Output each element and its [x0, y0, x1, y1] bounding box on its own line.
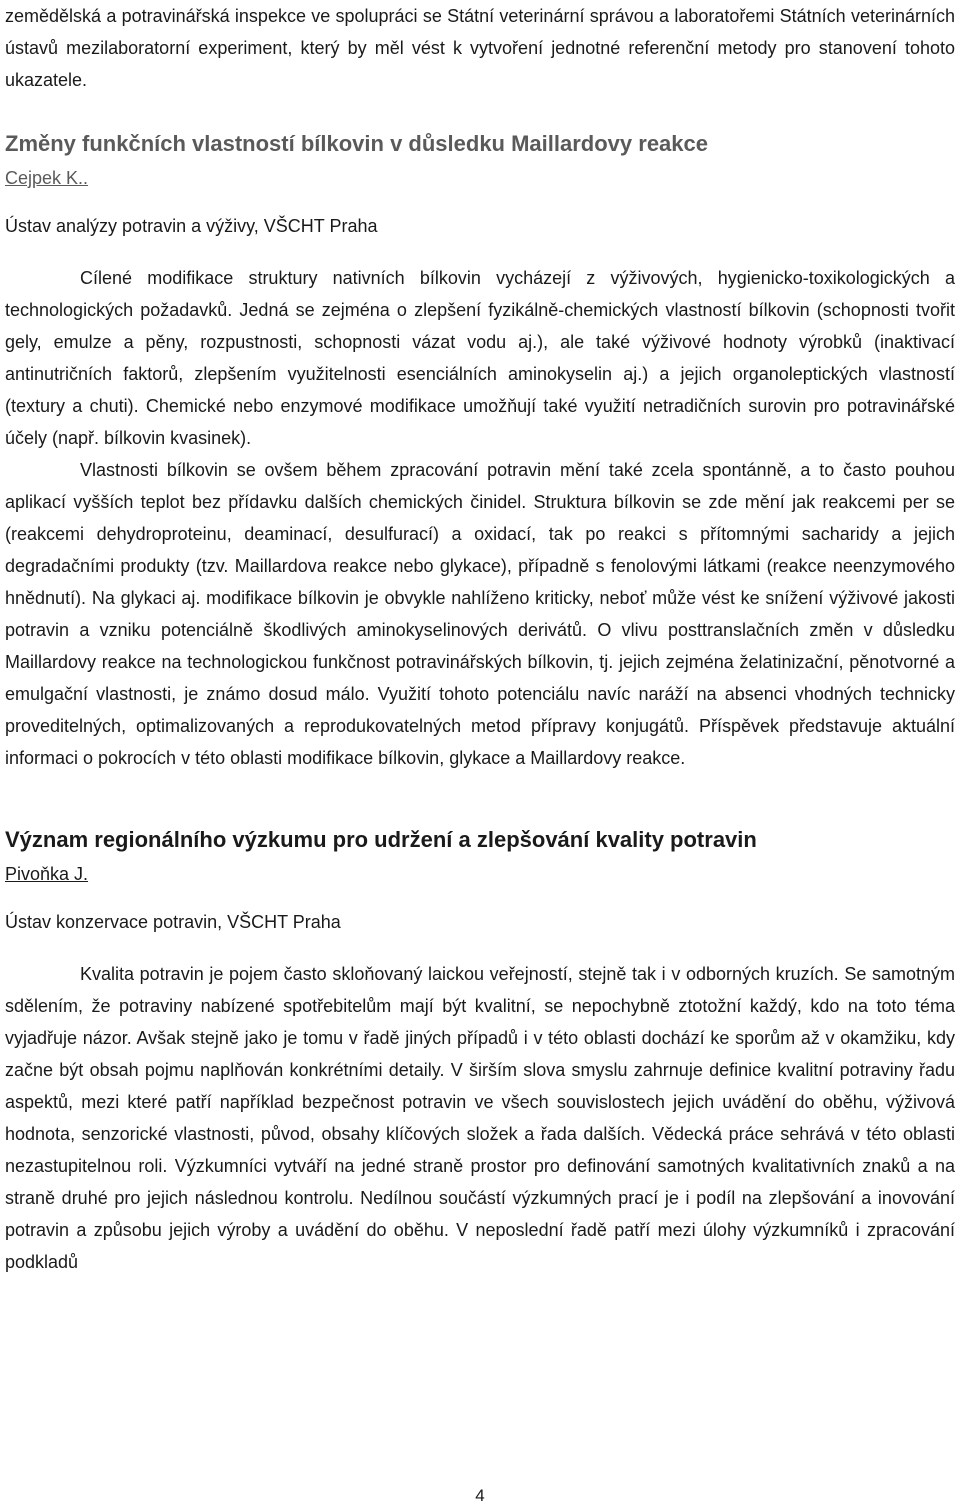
page-number: 4: [475, 1486, 485, 1505]
document-page: [5, 0, 955, 1278]
section-2-affiliation: Ústav konzervace potravin, VŠCHT Praha: [5, 912, 341, 932]
section-2-paragraph-1: Kvalita potravin je pojem často skloňovaný laickou veřejností, stejně tak i v odborných kruzích. Se samotným sdělením, že potraviny nabízené spotřebitelům mají být kvalitní, se nepochybně ztotožní každý, kdo na toto téma vyjadřuje názor. Avšak stejně jako je tomu v řadě jiných případů i v této oblasti dochází ke sporům až v okamžiku, kdy začne být obsah pojmu naplňován konkrétními detaily. V širším slova smyslu zahrnuje definice kvalitní potraviny řadu aspektů, mezi které patří například bezpečnost potravin ve všech souvislostech jejich uvádění do oběhu, výživová hodnota, senzorické vlastnosti, původ, obsahy klíčových složek a řada dalších. Vědecká práce sehrává v této oblasti nezastupitelnou roli. Výzkumníci vytváří na jedné straně prostor pro definování samotných kvalitativních znaků a na straně druhé pro jejich následnou kontrolu. Nedílnou součástí výzkumných prací je i podíl na zlepšování a inovování potravin a způsobu jejich výroby a uvádění do oběhu. V neposlední řadě patří mezi úlohy výzkumníků i zpracování podkladů: [5, 964, 955, 1272]
section-1-affiliation: Ústav analýzy potravin a výživy, VŠCHT Praha: [5, 216, 378, 236]
section-2-title: Význam regionálního výzkumu pro udržení a zlepšování kvality potravin: [5, 827, 757, 852]
section-2-body: [5, 958, 955, 1278]
section-1-body: [5, 262, 955, 774]
intro-paragraph: zemědělská a potravinářská inspekce ve spolupráci se Státní veterinární správou a laboratořemi Státních veterinárních ústavů mezilaboratorní experiment, který by měl vést k vytvoření jednotné referenční metody pro stanovení tohoto ukazatele.: [5, 6, 955, 90]
section-1-paragraph-2: Vlastnosti bílkovin se ovšem během zpracování potravin mění také zcela spontánně, a to často pouhou aplikací vyšších teplot bez přídavku dalších chemických činidel. Struktura bílkovin se zde mění jak reakcemi per se (reakcemi dehydroproteinu, deaminací, desulfurací) a oxidací, tak po reakci s přítomnými sacharidy a jejich degradačními produkty (tzv. Maillardova reakce nebo glykace), případně s fenolovými látkami (reakce neenzymového hnědnutí). Na glykaci aj. modifikace bílkovin je obvykle nahlíženo kriticky, neboť může vést ke snížení výživové jakosti potravin a vzniku potenciálně škodlivých aminokyselinových derivátů. O vlivu posttranslačních změn v důsledku Maillardovy reakce na technologickou funkčnost potravinářských bílkovin, tj. jejich zejména želatinizační, pěnotvorné a emulgační vlastnosti, je známo dosud málo. Využití tohoto potenciálu navíc naráží na absenci vhodných technicky proveditelných, optimalizovaných a reprodukovatelných metod přípravy konjugátů. Příspěvek představuje aktuální informaci o pokrocích v této oblasti modifikace bílkovin, glykace a Maillardovy reakce.: [5, 460, 955, 768]
section-1-author: Cejpek K..: [5, 168, 89, 188]
section-2-author: Pivoňka J.: [5, 864, 89, 884]
section-1-title: Změny funkčních vlastností bílkovin v důsledku Maillardovy reakce: [5, 131, 709, 156]
section-1-paragraph-1: Cílené modifikace struktury nativních bílkovin vycházejí z výživových, hygienicko-toxikologických a technologických požadavků. Jedná se zejména o zlepšení fyzikálně-chemických vlastností bílkovin (schopnosti tvořit gely, emulze a pěny, rozpustnosti, schopnosti vázat vodu aj.), ale také výživové hodnoty výrobků (inaktivací antinutričních faktorů, zlepšením využitelnosti esenciálních aminokyselin aj.) a jejich organoleptických vlastností (textury a chuti). Chemické nebo enzymové modifikace umožňují také využití netradičních surovin pro potravinářské účely (např. bílkovin kvasinek).: [5, 268, 955, 448]
